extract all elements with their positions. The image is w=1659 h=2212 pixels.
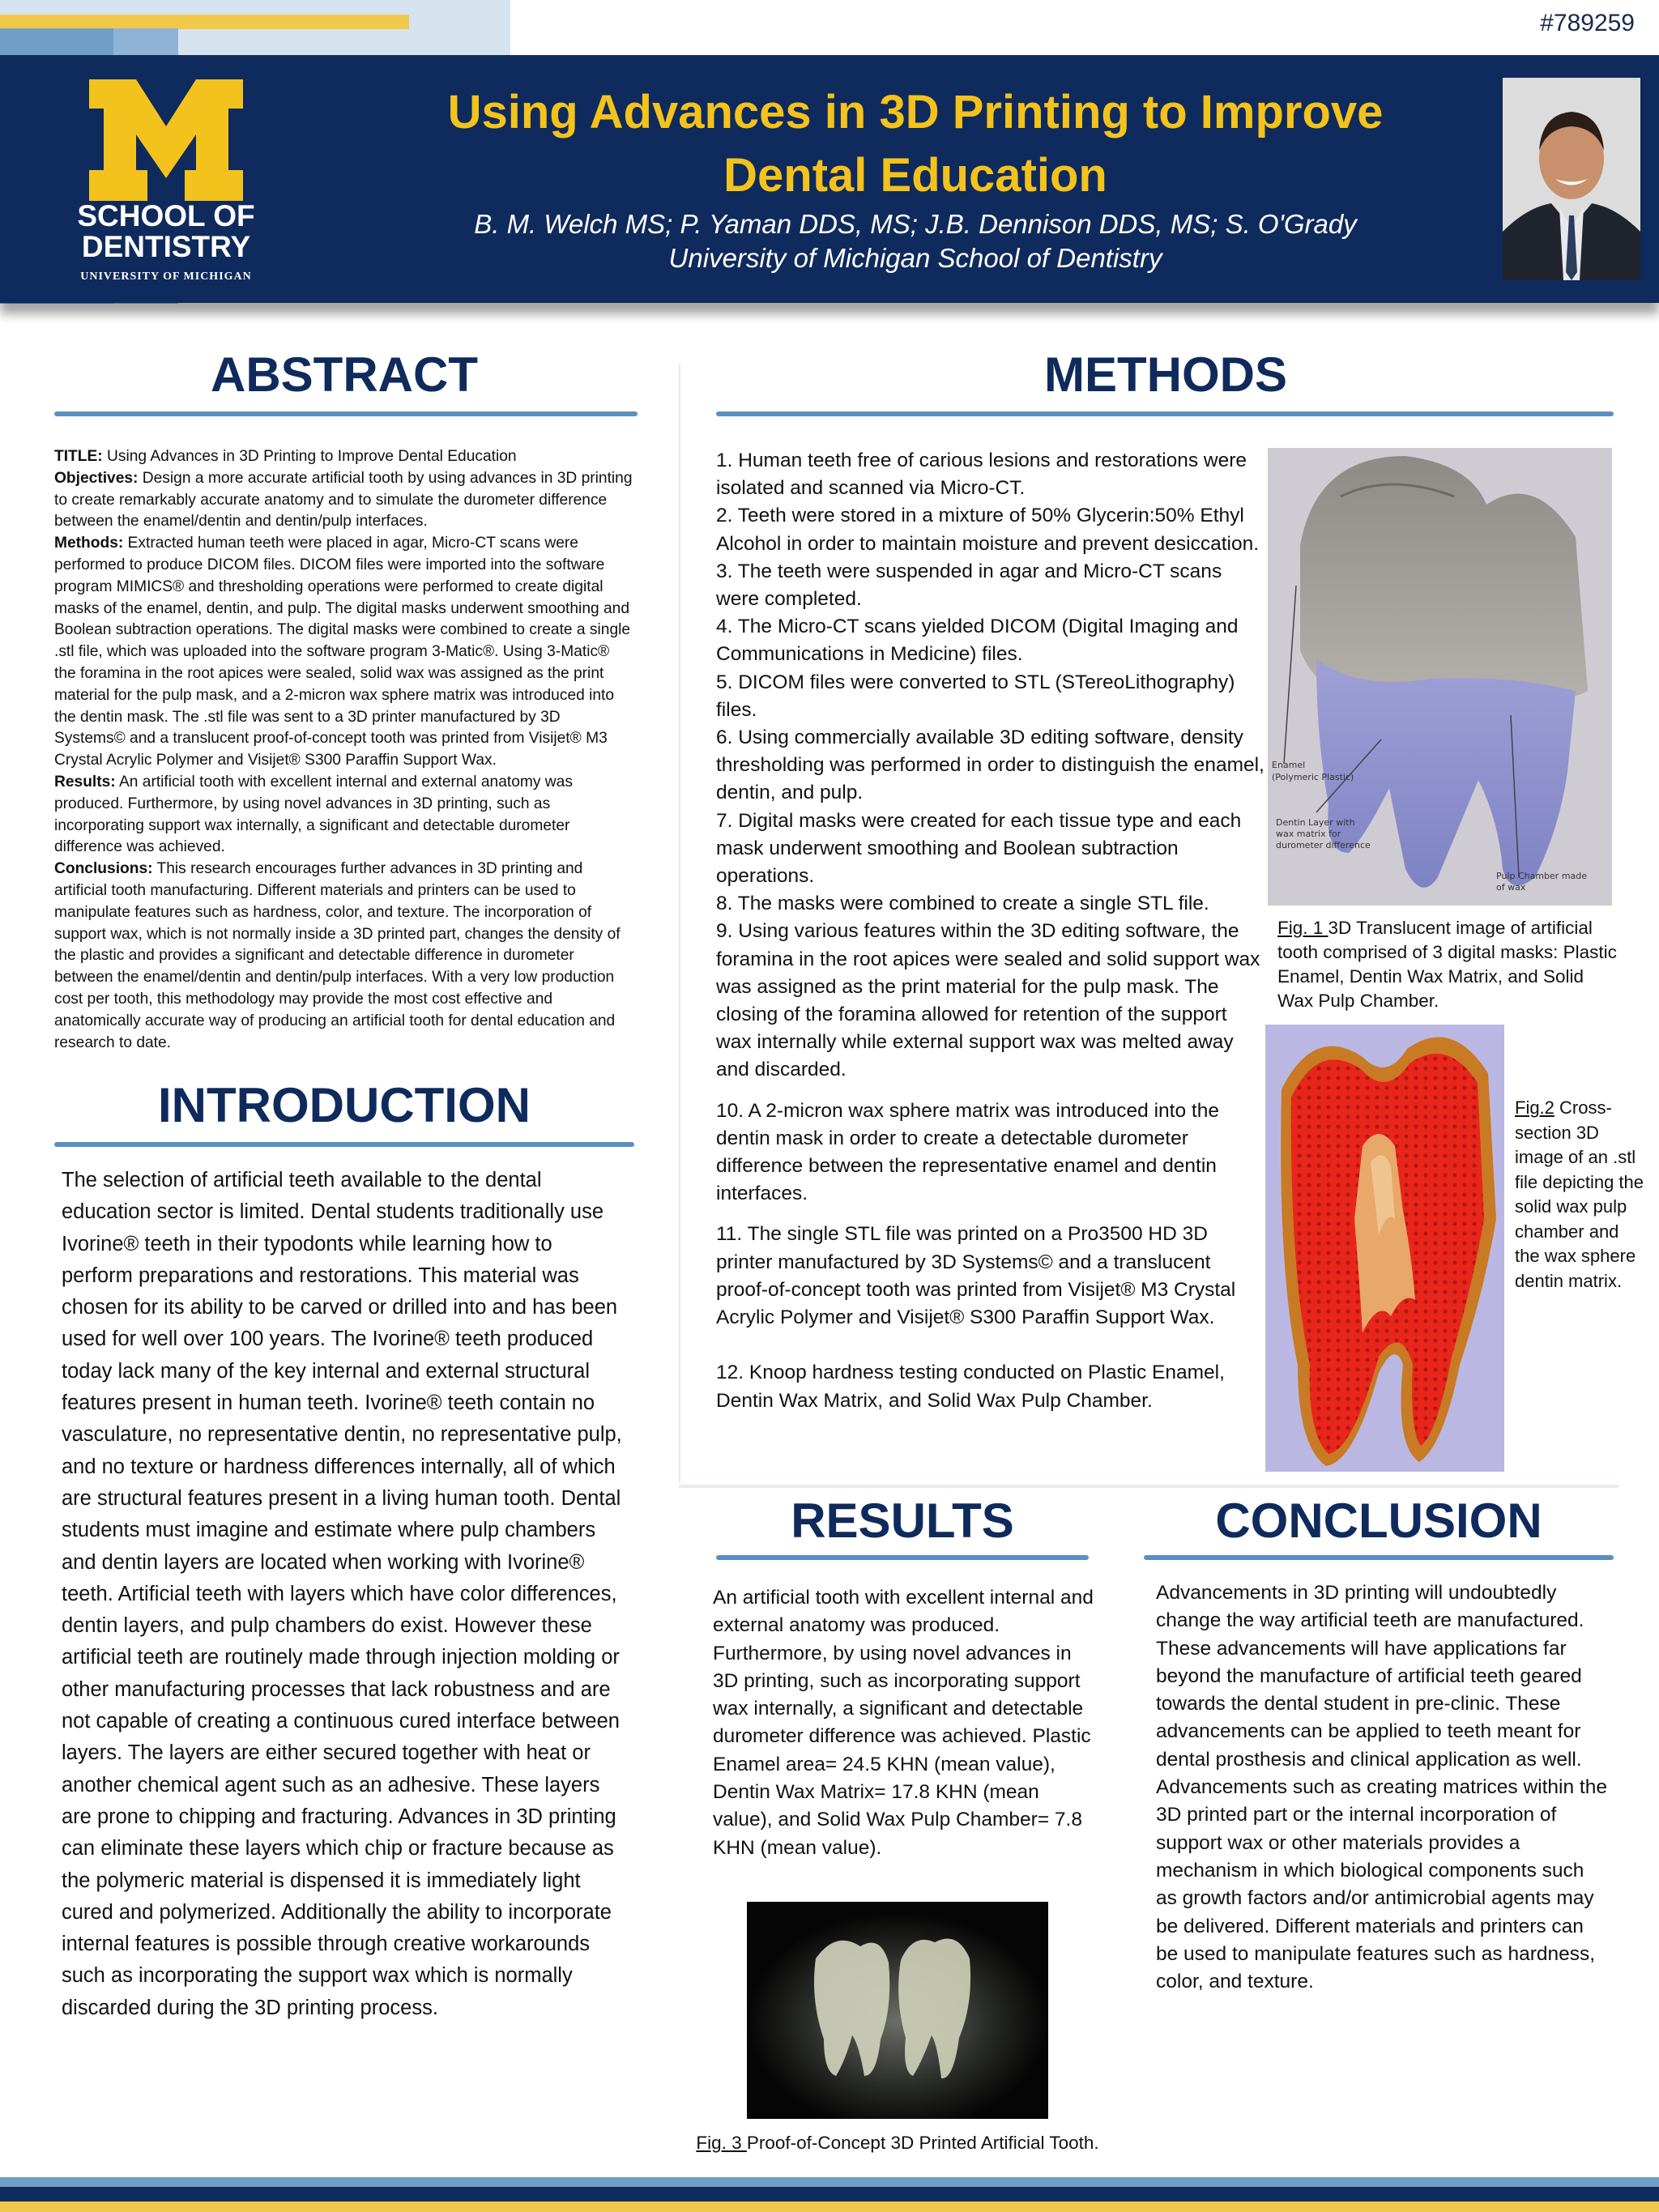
abstract-body — [54, 446, 634, 1054]
header-decoration-gold — [0, 15, 409, 29]
logo-university-line: UNIVERSITY OF MICHIGAN — [80, 271, 252, 283]
method-step: 3. The teeth were suspended in agar and Micro-CT scans were completed. — [716, 560, 1222, 611]
header-banner — [0, 55, 1659, 303]
abstract-title-text: Using Advances in 3D Printing to Improve Dental Education — [102, 448, 517, 465]
fig1-annotation: (Polymeric Plastic) — [1272, 772, 1354, 782]
figure-2-caption — [1515, 1096, 1648, 1294]
method-step: 6. Using commercially available 3D editing software, density thresholding was performed in order to distinguish the enamel, dentin, and pulp. — [716, 727, 1265, 804]
abstract-objectives-text: Design a more accurate artificial tooth by using advances in 3D printing to create remarkably accurate anatomy and to simulate the durometer difference between the enamel/dentin and dentin/pulp interfaces. — [54, 469, 633, 531]
method-step: 4. The Micro-CT scans yielded DICOM (Digital Imaging and Communications in Medicine) files. — [716, 616, 1239, 666]
author-block — [348, 207, 1482, 275]
abstract-results-para — [54, 772, 634, 859]
method-step: 5. DICOM files were converted to STL (STereoLithography) files. — [716, 671, 1235, 721]
results-body: An artificial tooth with excellent internal and external anatomy was produced. Furthermore, by using novel advances in 3D printing, such as incorporating support wax internally, a significant and detectable durometer difference was achieved. Plastic Enamel area= 24.5 KHN (mean value), Dentin Wax Matrix= 17.8 KHN (mean value), and Solid Wax Pulp Chamber= 7.8 KHN (mean value). — [713, 1587, 1094, 1859]
figure-2-image — [1265, 1025, 1504, 1472]
results-rule — [716, 1555, 1089, 1560]
method-step: 9. Using various features within the 3D editing software, the foramina in the root apices were sealed and solid support wax was assigned as the print material for the pulp mask. The closing of the foramina allowed for retention of the support wax internally while external support wax was melted away and discarded. — [716, 920, 1260, 1081]
figure-1-label: Fig. 1 — [1277, 918, 1328, 938]
figure-1-caption-text: 3D Translucent image of artificial tooth comprised of 3 digital masks: Plastic Enamel, Dentin Wax Matrix, and Solid Wax Pulp Chamber. — [1277, 918, 1617, 1011]
title-line-1: Using Advances in 3D Printing to Improve — [447, 86, 1384, 139]
abstract-methods-label: Methods: — [54, 535, 124, 552]
fig1-annotation: Enamel — [1272, 760, 1306, 770]
fig1-annotation: Dentin Layer with — [1276, 817, 1355, 828]
poster-id: #789259 — [1540, 10, 1635, 36]
method-step: 11. The single STL file was printed on a Pro3500 HD 3D printer manufactured by 3D Systems© and a translucent proof-of-concept tooth was printed from Visijet® M3 Crystal Acrylic Polymer and Visijet® S300 Paraffin Support Wax. — [716, 1223, 1236, 1329]
abstract-heading: ABSTRACT — [211, 347, 478, 402]
method-step: 10. A 2-micron wax sphere matrix was introduced into the dentin mask in order to create a detectable durometer difference between the representative enamel and dentin interfaces. — [716, 1099, 1219, 1205]
column-divider — [679, 364, 680, 1482]
block-m-logo-icon — [89, 79, 243, 201]
methods-rule — [716, 411, 1614, 416]
results-heading: RESULTS — [791, 1494, 1014, 1548]
fig1-annotation: Pulp Chamber made — [1496, 871, 1588, 881]
methods-heading: METHODS — [1044, 347, 1287, 402]
abstract-objectives-label: Objectives: — [54, 469, 139, 487]
figure-3-image — [747, 1902, 1048, 2119]
figure-2-caption-text: Cross-section 3D image of an .stl file depicting the solid wax pulp chamber and the wax sphere dentin matrix. — [1515, 1097, 1644, 1291]
translucent-tooth-icon — [1268, 448, 1612, 906]
abstract-results-label: Results: — [54, 773, 116, 791]
method-step: 12. Knoop hardness testing conducted on Plastic Enamel, Dentin Wax Matrix, and Solid Wax Pulp Chamber. — [716, 1362, 1225, 1412]
affiliation: University of Michigan School of Dentistry — [668, 243, 1162, 273]
abstract-methods-para — [54, 533, 634, 772]
footer-band-blue — [0, 2177, 1659, 2187]
abstract-results-text: An artificial tooth with excellent internal and external anatomy was produced. Furthermore, by using novel advances in 3D printing, such as incorporating support wax internally, a significant and detectable durometer difference was achieved. — [54, 773, 573, 856]
abstract-conclusions-para — [54, 859, 634, 1054]
method-step: 2. Teeth were stored in a mixture of 50% Glycerin:50% Ethyl Alcohol in order to maintain moisture and prevent desiccation. — [716, 505, 1260, 555]
printed-teeth-photo-icon — [747, 1902, 1048, 2119]
abstract-methods-text: Extracted human teeth were placed in agar, Micro-CT scans were performed to produce DICOM files. DICOM files were imported into the software program MIMICS® and thresholding operations were performed to create digital masks of the enamel, dentin, and pulp. The digital masks underwent smoothing and Boolean subtraction operations. The digital masks were combined to create a single .stl file, which was uploaded into the software program 3-Matic®. Using 3-Matic® the foramina in the root apices were sealed, solid wax was assigned as the print material for the pulp mask, and a 2-micron wax sphere matrix was introduced into the dentin mask. The .stl file was sent to a 3D printer manufactured by 3D Systems© and a translucent proof-of-concept tooth was printed from Visijet® M3 Crystal Acrylic Polymer and Visijet® S300 Paraffin Support Wax. — [54, 535, 631, 769]
fig1-annotation: of wax — [1496, 882, 1526, 893]
fig1-annotation: wax matrix for — [1276, 829, 1341, 839]
figure-3-caption-text: Proof-of-Concept 3D Printed Artificial Tooth. — [746, 2133, 1099, 2153]
school-logo — [65, 79, 267, 290]
figure-1-caption — [1277, 916, 1618, 1013]
abstract-title-para — [54, 446, 634, 468]
logo-dentistry-line: DENTISTRY — [81, 230, 251, 263]
authors: B. M. Welch MS; P. Yaman DDS, MS; J.B. Dennison DDS, MS; S. O'Grady — [474, 209, 1357, 239]
figure-3-caption — [683, 2131, 1112, 2155]
footer-band-gold — [0, 2201, 1659, 2212]
abstract-conclusions-text: This research encourages further advances in 3D printing and artificial tooth manufacturing. Different materials and printers can be used to manipulate features such as hardness, color, and texture. The incorporation of support wax, which is not normally inside a 3D printed part, changes the density of the plastic and provides a significant and detectable difference in durometer between the enamel/dentin and dentin/pulp interfaces. With a very low production cost per tooth, this methodology may provide the most cost effective and anatomically accurate way of producing an artificial tooth for dental education and research to date. — [54, 860, 621, 1051]
abstract-title-label: TITLE: — [54, 448, 103, 465]
author-portrait-icon — [1503, 78, 1640, 280]
abstract-rule — [54, 411, 638, 416]
abstract-objectives-para — [54, 468, 634, 533]
methods-steps — [716, 447, 1267, 1415]
introduction-body: The selection of artificial teeth available to the dental education sector is limited. Dental students traditionally use Ivorine® teeth in their typodonts while learning how to perform preparations and restorations. This material was chosen for its ability to be carved or drilled into and has been used for well over 100 years. The Ivorine® teeth produced today lack many of the key internal and external structural features present in human teeth. Ivorine® teeth contain no vasculature, no representative dentin, no representative pulp, and no texture or hardness differences internally, all of which are structural features present in a living human tooth. Dental students must imagine and estimate where pulp chambers and dentin layers are located when working with Ivorine® teeth. Artificial teeth with layers which have color differences, dentin layers, and pulp chambers do exist. However these artificial teeth are routinely made through injection molding or other manufacturing processes that lack robustness and are not capable of creating a continuous cured interface between layers. The layers are either secured together with heat or another chemical agent such as an adhesive. These layers are prone to chipping and fracturing. Advances in 3D printing can eliminate these layers which chip or fracture because as the polymeric material is dispensed it is immediately light cured and polymerized. Additionally the ability to incorporate internal features is possible through creative workarounds such as incorporating the support wax which is normally discarded during the 3D printing process. — [62, 1169, 622, 2019]
logo-school-line: SCHOOL OF — [77, 199, 255, 232]
conclusion-body: Advancements in 3D printing will undoubtedly change the way artificial teeth are manufactured. These advancements will have applications far beyond the manufacture of artificial teeth geared towards the dental student in pre-clinic. These advancements can be applied to teeth meant for dental prosthesis and clinical application as well. Advancements such as creating matrices within the 3D printed part or the internal incorporation of support wax or other materials provides a mechanism in which biological components such as growth factors and/or antimicrobial agents may be delivered. Different materials and printers can be used to manipulate features such as hardness, color, and texture. — [1156, 1582, 1607, 1993]
author-photo — [1503, 78, 1640, 280]
title-line-2: Dental Education — [723, 149, 1107, 202]
poster-title — [348, 81, 1482, 207]
section-divider — [679, 1485, 1618, 1488]
method-step: 7. Digital masks were created for each tissue type and each mask underwent smoothing and Boolean subtraction operations. — [716, 809, 1242, 888]
tooth-cross-section-icon — [1265, 1025, 1504, 1472]
method-step: 8. The masks were combined to create a single STL file. — [716, 893, 1209, 915]
introduction-rule — [54, 1142, 634, 1147]
method-step: 1. Human teeth free of carious lesions and restorations were isolated and scanned via Micro-CT. — [716, 450, 1247, 500]
figure-1-image — [1268, 448, 1612, 906]
abstract-conclusions-label: Conclusions: — [54, 860, 153, 878]
conclusion-heading: CONCLUSION — [1215, 1494, 1542, 1548]
footer-band-navy — [0, 2187, 1659, 2201]
conclusion-rule — [1144, 1555, 1614, 1560]
fig1-annotation: durometer difference — [1276, 840, 1371, 850]
figure-2-label: Fig.2 — [1515, 1097, 1555, 1118]
figure-3-label: Fig. 3 — [696, 2133, 747, 2153]
introduction-heading: INTRODUCTION — [158, 1078, 531, 1132]
